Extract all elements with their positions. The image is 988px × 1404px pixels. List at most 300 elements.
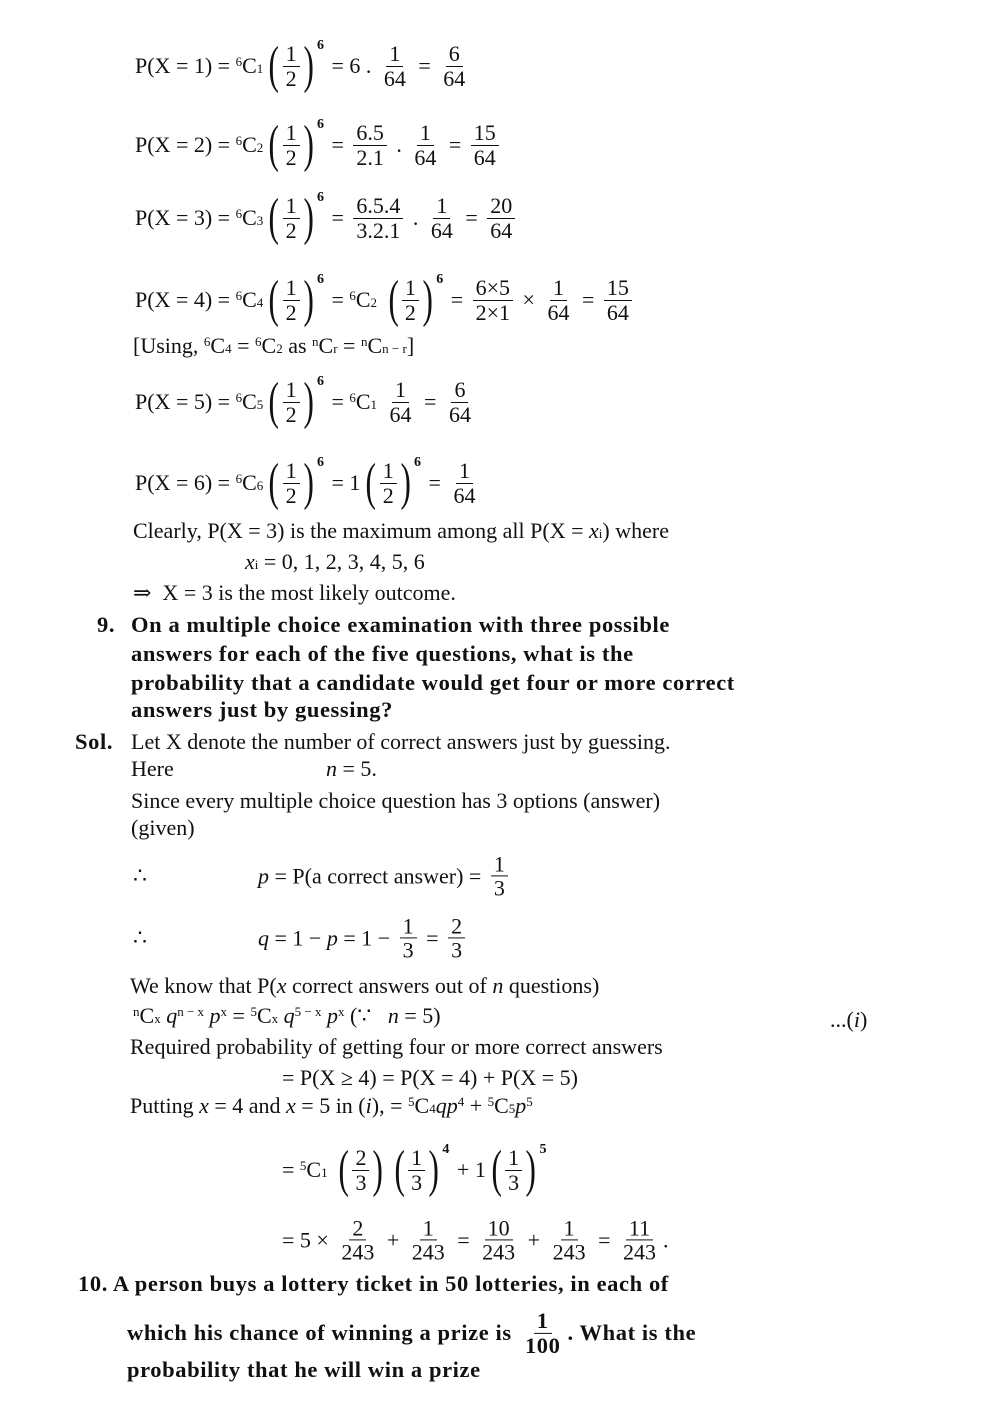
denominator: 2×1: [475, 299, 511, 325]
denominator: 243: [482, 1239, 516, 1265]
question-9-line: [131, 670, 735, 696]
parenthesized-fraction: [362, 454, 422, 511]
text: C: [242, 389, 257, 414]
superscript: 4: [457, 1094, 465, 1109]
solution-text: [130, 973, 599, 999]
superscript: x: [337, 1004, 345, 1019]
exponent: 6: [316, 117, 324, 132]
question-9-line: [131, 612, 670, 638]
numerator: 2: [352, 1146, 369, 1170]
parenthesized-fraction: [265, 189, 324, 246]
text: C: [242, 205, 257, 230]
denominator: 2: [285, 299, 297, 325]
numerator: 20: [487, 194, 515, 218]
text: Sol.: [75, 729, 114, 754]
question-9-number: [97, 612, 115, 638]
text: ∴: [133, 925, 147, 950]
denominator: 2: [404, 299, 416, 325]
text: C: [414, 1093, 430, 1118]
text: =: [227, 1003, 251, 1028]
right-paren-icon: ): [303, 373, 314, 430]
text: as: [282, 333, 313, 358]
text: C: [242, 53, 257, 78]
exponent: 6: [316, 272, 324, 287]
numerator: 6×5: [473, 276, 513, 300]
denominator: 3: [411, 1169, 423, 1195]
exponent: 6: [316, 374, 324, 389]
superscript: 6: [349, 390, 356, 405]
text: =: [325, 287, 350, 312]
numerator: 1: [408, 1146, 425, 1170]
numerator: 1: [283, 194, 300, 218]
fraction: [448, 914, 465, 961]
denominator: 243: [341, 1239, 375, 1265]
text: ) where: [602, 518, 669, 543]
exponent: 6: [316, 38, 324, 53]
text: answers for each of the five questions, what is the: [131, 641, 634, 666]
fraction: [428, 194, 456, 241]
subscript: x: [271, 1011, 279, 1026]
text: = P(X ≥ 4) = P(X = 4) + P(X = 5): [282, 1065, 578, 1090]
fraction: [491, 852, 508, 899]
text: probability that a candidate would get four or more correct: [131, 670, 735, 695]
text: +: [522, 1227, 546, 1252]
subscript: i: [254, 557, 259, 572]
text: + 1: [451, 1157, 486, 1182]
text: =: [459, 205, 484, 230]
exponent: 6: [316, 190, 324, 205]
italic-variable: i: [853, 1007, 860, 1032]
numerator: 1: [491, 852, 508, 876]
denominator: 64: [490, 217, 513, 243]
subscript: r: [333, 341, 338, 356]
subscript: n − r: [382, 341, 407, 356]
right-paren-icon: ): [400, 454, 411, 511]
numerator: 1: [505, 1146, 522, 1170]
subscript: x: [154, 1011, 161, 1026]
text: .: [663, 1227, 669, 1252]
eq-px3: [135, 189, 519, 246]
text: ), =: [371, 1093, 408, 1118]
eq-q: [258, 914, 469, 961]
question-9-line: [131, 697, 393, 723]
numerator: 10: [485, 1216, 513, 1240]
fraction: [387, 378, 415, 425]
text: = 1 −: [269, 925, 327, 950]
text: =: [337, 333, 361, 358]
subscript: 6: [256, 478, 264, 493]
denominator: 64: [606, 299, 629, 325]
denominator: 2: [285, 144, 297, 170]
parenthesized-fraction: [488, 1141, 547, 1198]
subscript: i: [598, 526, 603, 541]
text: .: [390, 132, 408, 157]
denominator: 64: [448, 401, 471, 427]
italic-variable: x: [286, 1093, 296, 1118]
solution-text: [131, 788, 660, 814]
fraction: [402, 276, 419, 323]
right-paren-icon: ): [428, 1141, 439, 1198]
superscript: 5: [526, 1094, 533, 1109]
fraction: [411, 121, 439, 168]
numerator: 1: [283, 121, 300, 145]
text: = 1: [325, 470, 361, 495]
text: C: [256, 1003, 272, 1028]
denominator: 64: [473, 144, 496, 170]
text: = P(a correct answer) =: [269, 863, 487, 888]
text: =: [231, 333, 255, 358]
eq-p: [258, 852, 512, 899]
denominator: 243: [411, 1239, 445, 1265]
fraction: [450, 459, 478, 506]
text: = 5): [398, 1003, 441, 1028]
fraction: [544, 276, 572, 323]
text: =: [412, 53, 437, 78]
denominator: 64: [414, 144, 437, 170]
superscript: 6: [235, 206, 243, 221]
numerator: 6: [451, 378, 468, 402]
solution-label: [75, 729, 113, 755]
text: On a multiple choice examination with three possible: [131, 612, 670, 637]
denominator: 3: [355, 1169, 367, 1195]
subscript: 1: [321, 1165, 328, 1180]
text: = 0, 1, 2, 3, 4, 5, 6: [258, 549, 425, 574]
text-likely: [133, 580, 456, 606]
denominator: 2: [285, 482, 297, 508]
fraction: [283, 194, 300, 241]
fraction: [283, 42, 300, 89]
fraction: [505, 1146, 522, 1193]
numerator: 1: [386, 42, 403, 66]
text: =: [445, 287, 469, 312]
superscript: x: [220, 1004, 228, 1019]
text: C: [210, 333, 226, 358]
italic-variable: q: [258, 925, 269, 950]
italic-variable: x: [199, 1093, 209, 1118]
text: ∴: [133, 863, 147, 888]
solution-text: [130, 1093, 533, 1119]
subscript: 2: [370, 295, 378, 310]
parenthesized-fraction: [265, 37, 324, 94]
left-paren-icon: (: [394, 1141, 405, 1198]
superscript: n: [312, 334, 319, 349]
fraction: [409, 1216, 448, 1263]
text: C: [355, 389, 371, 414]
superscript: 5 − x: [294, 1004, 322, 1019]
question-10-line: [78, 1271, 669, 1297]
superscript: 6: [349, 288, 356, 303]
text: ...(: [830, 1007, 854, 1032]
superscript: 5: [408, 1094, 415, 1109]
exponent: 6: [316, 455, 324, 470]
right-paren-icon: ): [303, 454, 314, 511]
numerator: 1: [561, 1216, 578, 1240]
italic-variable: n: [492, 973, 504, 998]
right-paren-icon: ): [422, 271, 433, 328]
text: = 5 ×: [282, 1227, 335, 1252]
text: Let X denote the number of correct answers just by guessing.: [131, 729, 671, 754]
fraction: [283, 459, 300, 506]
fraction: [550, 1216, 589, 1263]
right-paren-icon: ): [303, 271, 314, 328]
numerator: 1: [283, 42, 300, 66]
exponent: 6: [436, 272, 444, 287]
text: =: [282, 1157, 300, 1182]
numerator: 1: [433, 194, 450, 218]
italic-variable: p: [209, 1003, 221, 1028]
text: Since every multiple choice question has 3 options (answer): [131, 788, 661, 813]
text: C: [306, 1157, 322, 1182]
text: P(X = 1) =: [135, 53, 236, 78]
text: = 6 .: [325, 53, 377, 78]
superscript: 6: [235, 133, 243, 148]
parenthesized-fraction: [265, 116, 324, 173]
italic-variable: p: [258, 863, 269, 888]
superscript: n: [360, 334, 368, 349]
text: C: [242, 132, 257, 157]
text: C: [261, 333, 277, 358]
left-paren-icon: (: [268, 37, 280, 94]
text: correct answers out of: [286, 973, 493, 998]
italic-variable: q: [283, 1003, 295, 1028]
fraction: [353, 121, 387, 168]
exponent: 6: [414, 455, 422, 470]
text: =: [420, 925, 445, 950]
solution-text: [130, 1034, 663, 1060]
superscript: 5: [487, 1094, 495, 1109]
text: answers just by guessing?: [131, 697, 393, 722]
fraction: [353, 194, 403, 241]
subscript: 2: [256, 140, 264, 155]
text: P(X = 4) =: [135, 287, 236, 312]
subscript: 2: [276, 341, 283, 356]
text: +: [464, 1093, 488, 1118]
denominator: 64: [453, 482, 476, 508]
text: ]: [406, 333, 415, 358]
fraction: [283, 121, 300, 168]
eq-px6: [135, 454, 482, 511]
denominator: 3.2.1: [356, 217, 401, 243]
numerator: 1: [400, 914, 417, 938]
fraction: [338, 1216, 377, 1263]
italic-variable: p: [326, 1003, 338, 1028]
text: which his chance of winning a prize is: [127, 1320, 518, 1345]
denominator: 3: [508, 1169, 520, 1195]
text: 10. A person buys a lottery ticket in 50 lotteries, in each of: [78, 1271, 669, 1296]
left-paren-icon: (: [365, 454, 377, 511]
text-clearly: [133, 518, 669, 544]
text: . What is the: [567, 1320, 697, 1345]
numerator: 1: [283, 378, 300, 402]
denominator: 64: [547, 299, 570, 325]
numerator: 1: [534, 1309, 552, 1334]
text: 9.: [97, 612, 116, 637]
left-paren-icon: (: [268, 373, 280, 430]
therefore-symbol: [133, 925, 147, 951]
eq-px2: [135, 116, 503, 173]
superscript: 5: [250, 1004, 257, 1019]
numerator: 1: [402, 276, 419, 300]
text: Clearly, P(X = 3) is the maximum among all P(X =: [133, 518, 589, 543]
text: Here: [131, 756, 174, 781]
superscript: 6: [255, 334, 262, 349]
numerator: 15: [471, 121, 499, 145]
numerator: 2: [448, 914, 465, 938]
fraction: [487, 194, 515, 241]
numerator: 6: [446, 42, 463, 66]
left-paren-icon: (: [268, 116, 280, 173]
fraction: [283, 378, 300, 425]
numerator: 1: [392, 378, 409, 402]
left-paren-icon: (: [388, 271, 399, 328]
text-xi: [245, 549, 425, 575]
numerator: 1: [456, 459, 473, 483]
denominator: 3: [402, 937, 414, 963]
text: (∵: [344, 1003, 388, 1028]
italic-variable: x: [245, 549, 255, 574]
left-paren-icon: (: [268, 271, 280, 328]
subscript: 5: [508, 1101, 516, 1116]
numerator: 2: [349, 1216, 366, 1240]
solution-n: [326, 756, 377, 782]
parenthesized-fraction: [265, 271, 324, 328]
question-10-line: [127, 1357, 481, 1383]
text: Required probability of getting four or more correct answers: [130, 1034, 663, 1059]
text: [Using,: [133, 333, 204, 358]
numerator: 1: [380, 459, 397, 483]
parenthesized-fraction: [265, 454, 324, 511]
fraction: [440, 42, 468, 89]
eq-binomial: [133, 1003, 441, 1029]
superscript: 6: [235, 54, 243, 69]
italic-variable: p: [515, 1093, 527, 1118]
text: [328, 1157, 334, 1183]
fraction: [283, 276, 300, 323]
numerator: 1: [550, 276, 567, 300]
left-paren-icon: (: [338, 1141, 349, 1198]
fraction: [473, 276, 513, 323]
subscript: 4: [256, 295, 264, 310]
text: C: [139, 1003, 155, 1028]
italic-variable: n: [326, 756, 337, 781]
therefore-symbol: [133, 863, 147, 889]
denominator: 64: [383, 65, 406, 91]
text: =: [576, 287, 600, 312]
question-9-line: [131, 641, 634, 667]
superscript: n − x: [177, 1004, 205, 1019]
right-paren-icon: ): [525, 1141, 537, 1198]
exponent: 5: [539, 1142, 547, 1157]
superscript: 6: [235, 390, 243, 405]
superscript: 6: [235, 288, 243, 303]
italic-variable: qp: [435, 1093, 458, 1118]
solution-text: [131, 815, 195, 841]
right-paren-icon: ): [372, 1141, 384, 1198]
italic-variable: p: [326, 925, 338, 950]
text: P(X = 3) =: [135, 205, 236, 230]
eq-pge4: [282, 1065, 578, 1091]
text: =: [443, 132, 467, 157]
text: C: [242, 470, 257, 495]
numerator: 1: [283, 459, 300, 483]
text: =: [423, 470, 447, 495]
text: P(X = 6) =: [135, 470, 236, 495]
numerator: 15: [604, 276, 632, 300]
text: (given): [131, 815, 195, 840]
fraction: [620, 1216, 659, 1263]
parenthesized-fraction: [265, 373, 324, 430]
superscript: n: [133, 1004, 140, 1019]
text: [377, 287, 383, 313]
numerator: 6.5.4: [353, 194, 403, 218]
denominator: 64: [430, 217, 453, 243]
subscript: 1: [370, 397, 378, 412]
text: We know that P(: [130, 973, 277, 998]
text: C: [242, 287, 257, 312]
superscript: 6: [203, 334, 211, 349]
text: probability that he will win a prize: [127, 1357, 481, 1382]
denominator: 64: [389, 401, 412, 427]
text: = 5 in (: [295, 1093, 366, 1118]
numerator: 6.5: [353, 121, 387, 145]
text: = 1 −: [337, 925, 396, 950]
text: C: [355, 287, 371, 312]
superscript: 6: [235, 471, 243, 486]
text: = 4 and: [208, 1093, 287, 1118]
text: Putting: [130, 1093, 200, 1118]
eq-px5: [135, 373, 478, 430]
eq-px1: [135, 37, 472, 94]
denominator: 3: [493, 875, 505, 901]
text: C: [318, 333, 334, 358]
fraction: [604, 276, 632, 323]
italic-variable: x: [589, 518, 599, 543]
text: P(X = 5) =: [135, 389, 236, 414]
fraction: [522, 1309, 564, 1357]
exponent: 4: [442, 1142, 450, 1157]
fraction: [446, 378, 474, 425]
text: P(X = 2) =: [135, 132, 236, 157]
text: ): [859, 1007, 868, 1032]
italic-variable: x: [276, 973, 287, 998]
left-paren-icon: (: [268, 454, 280, 511]
text: ×: [517, 287, 541, 312]
denominator: 2: [285, 217, 297, 243]
using-note: [133, 333, 414, 359]
eq-result: [282, 1216, 669, 1263]
fraction: [471, 121, 499, 168]
fraction: [380, 459, 397, 506]
text: =: [418, 389, 442, 414]
text: =: [325, 205, 350, 230]
right-paren-icon: ): [303, 37, 314, 94]
eq-px4: [135, 271, 636, 328]
text: =: [325, 389, 350, 414]
numerator: 1: [420, 1216, 437, 1240]
denominator: 243: [623, 1239, 657, 1265]
text: +: [381, 1227, 405, 1252]
subscript: 4: [429, 1101, 436, 1116]
question-10-line: [127, 1309, 696, 1357]
parenthesized-fraction: [335, 1141, 387, 1198]
italic-variable: n: [387, 1003, 399, 1028]
subscript: 4: [225, 341, 232, 356]
italic-variable: i: [365, 1093, 372, 1118]
left-paren-icon: (: [491, 1141, 502, 1198]
right-paren-icon: ): [303, 116, 314, 173]
solution-text: [131, 729, 670, 755]
denominator: 2: [285, 401, 297, 427]
